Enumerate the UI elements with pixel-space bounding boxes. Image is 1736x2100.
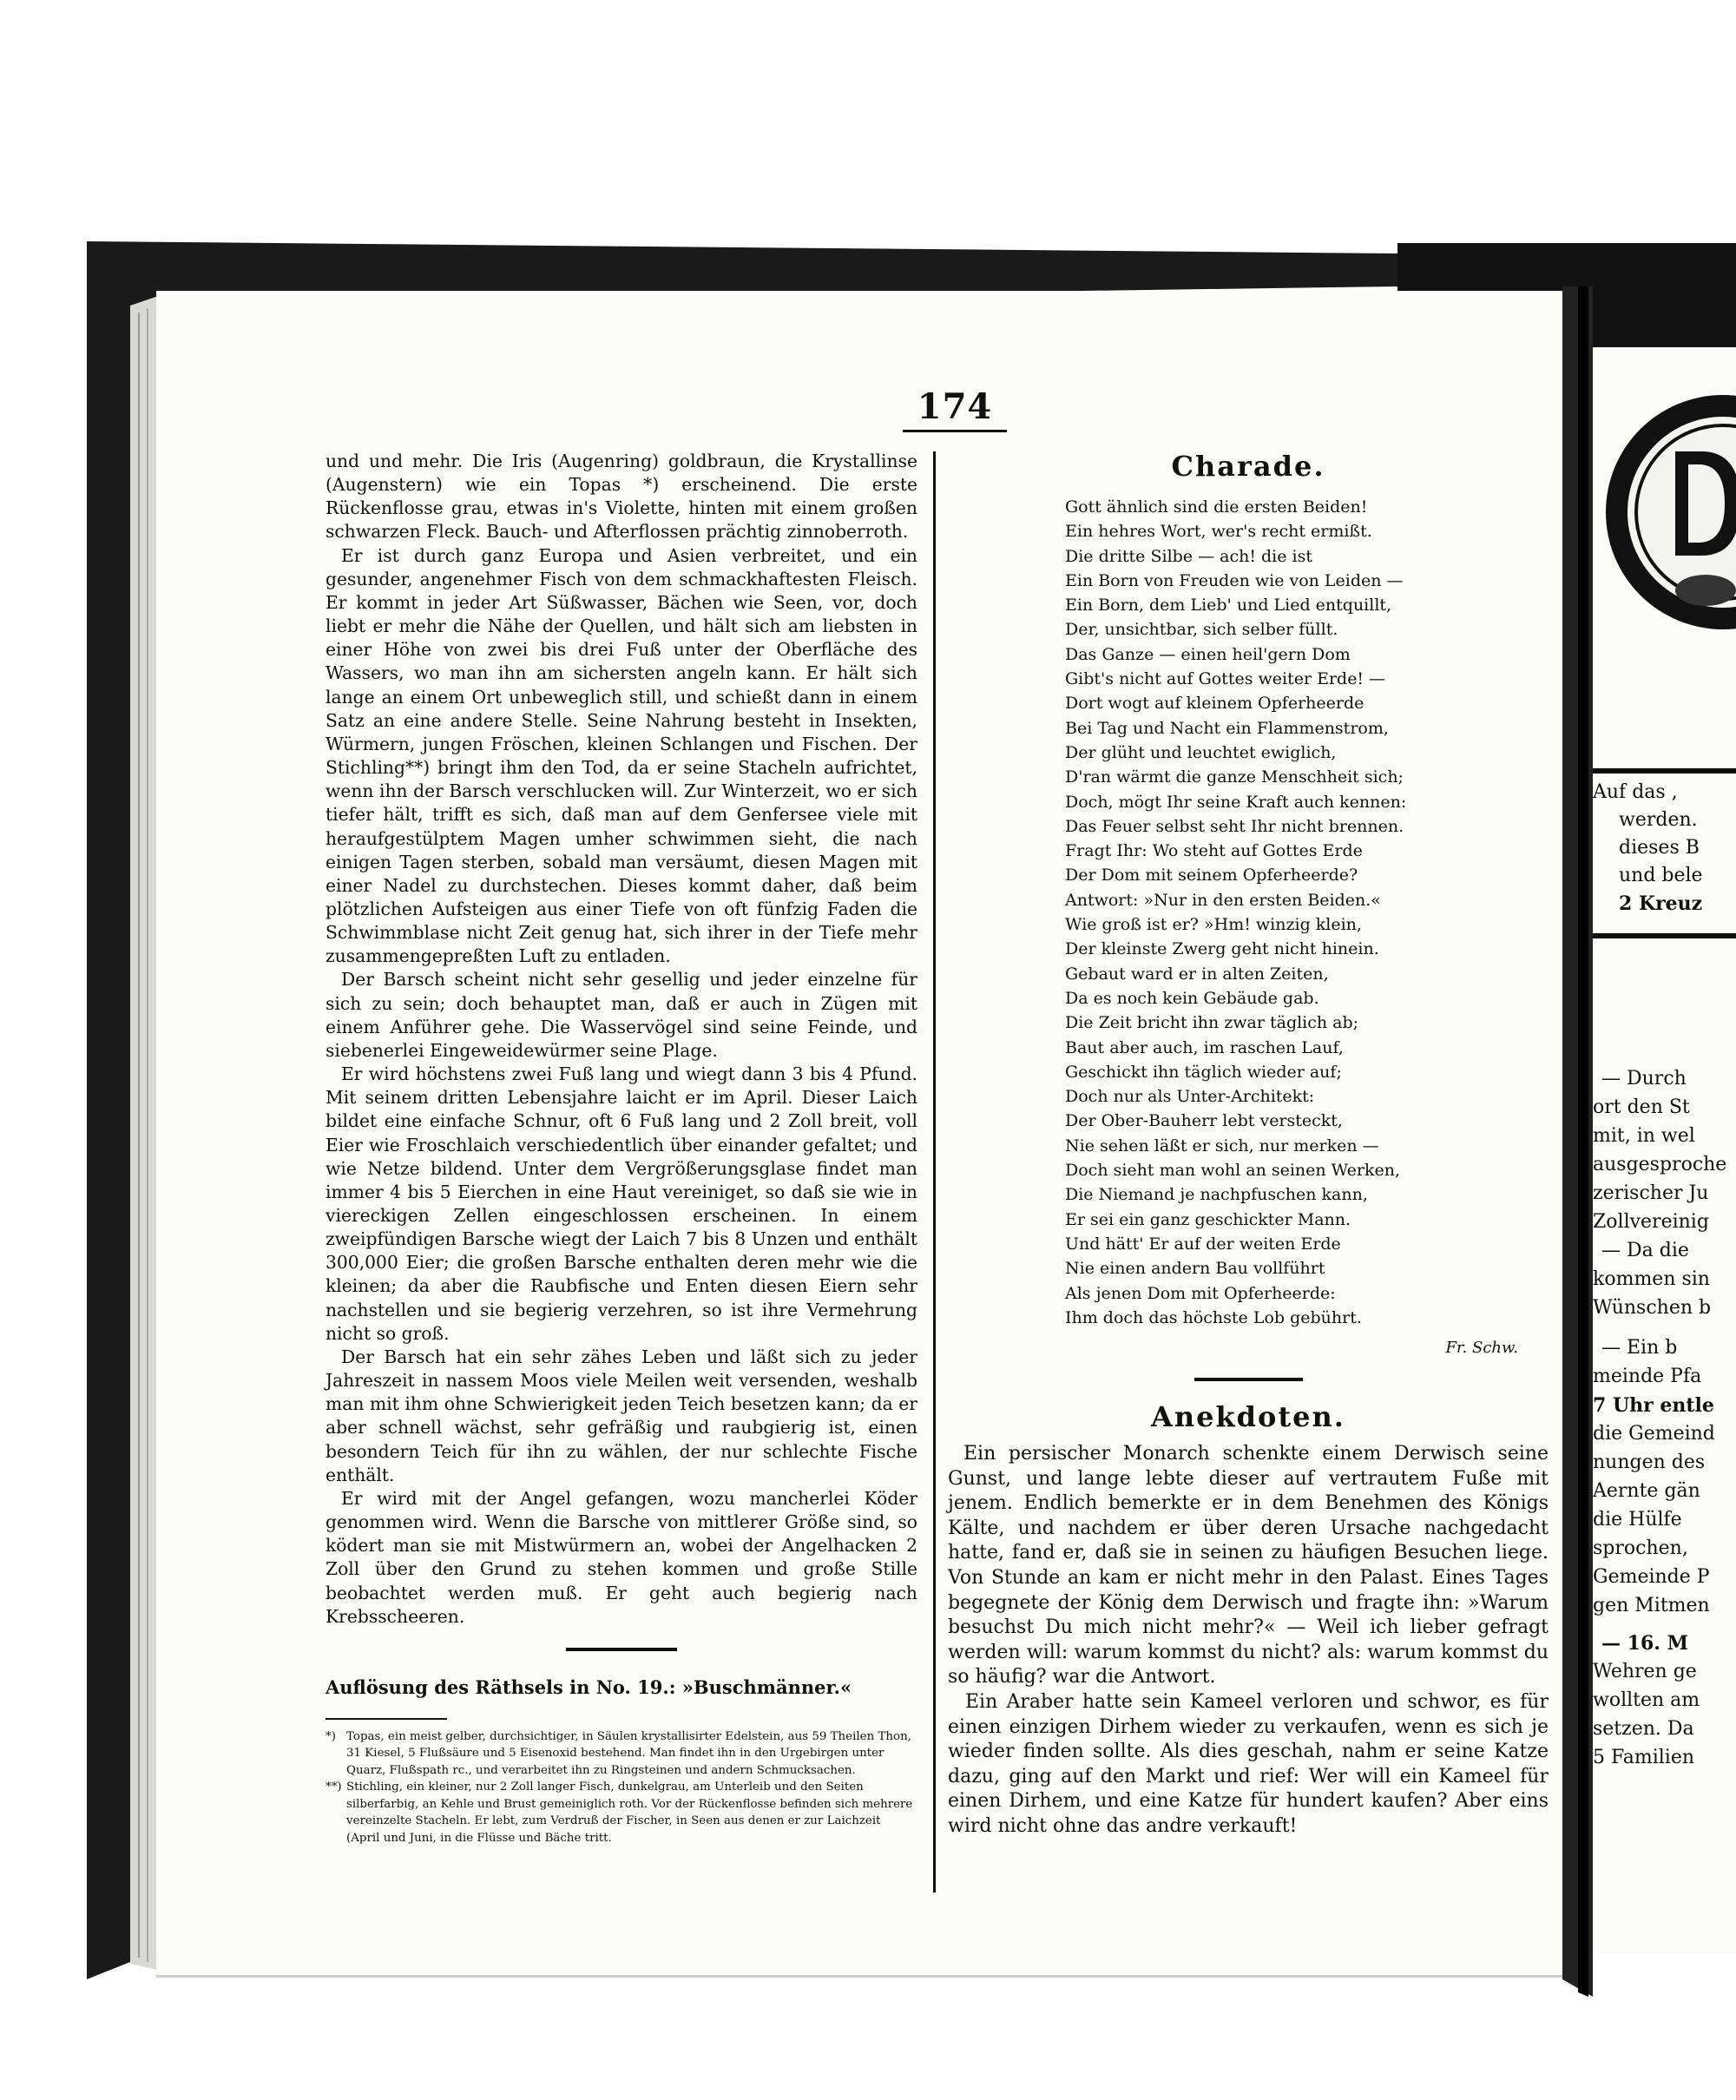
text-line: sprochen, xyxy=(1593,1537,1688,1559)
poem-line: Der, unsichtbar, sich selber füllt. xyxy=(1065,620,1338,640)
text-line: dieses B xyxy=(1619,837,1700,859)
footnote-mark: **) xyxy=(326,1781,342,1794)
text-line: — Da die xyxy=(1601,1240,1689,1261)
poem-line: Ein Born, dem Lieb' und Lied entquillt, xyxy=(1065,596,1392,616)
riddle-solution: Auflösung des Räthsels in No. 19.: »Buschmänner.« xyxy=(326,1675,852,1698)
poem-line: Gebaut ward er in alten Zeiten, xyxy=(1065,964,1329,984)
text-line: Zollvereinig xyxy=(1593,1211,1709,1233)
text-line: — 16. M xyxy=(1601,1632,1688,1655)
text-line: mit, in wel xyxy=(1593,1125,1695,1147)
text-line: gen Mitmen xyxy=(1593,1595,1710,1616)
poem-line: Gibt's nicht auf Gottes weiter Erde! — xyxy=(1065,669,1386,689)
text-line: ort den St xyxy=(1593,1096,1690,1118)
anekdoten-title: Anekdoten. xyxy=(1151,1400,1345,1434)
text-line: meinde Pfa xyxy=(1593,1366,1702,1387)
footnote-mark: *) xyxy=(326,1729,336,1743)
poem-line: Bei Tag und Nacht ein Flammenstrom, xyxy=(1065,718,1389,738)
page-number: 174 xyxy=(917,386,993,427)
poem-line: Die dritte Silbe — ach! die ist xyxy=(1065,546,1312,566)
rule xyxy=(1593,933,1736,938)
poem-line: Doch nur als Unter-Architekt: xyxy=(1065,1087,1315,1107)
text-line: ausgesproche xyxy=(1593,1154,1727,1175)
poem-line: Doch sieht man wohl an seinen Werken, xyxy=(1065,1161,1401,1181)
text-line: 5 Familien xyxy=(1593,1747,1695,1768)
section-rule xyxy=(566,1648,677,1651)
text-line: Wünschen b xyxy=(1593,1297,1712,1319)
anecdote: Ein Araber hatte sein Kameel verloren und schwor, es für einen einzigen Dirhem wieder zu verkaufen, wenn es sich je wieder finden sollte. Als dies geschah, nahm er seine Katze dazu, ging auf den Markt und rief: Wer will ein Kameel für einen Dirhem, und eine Katze für hundert kaufen? Aber eins wird nicht ohne das andre verkauft! xyxy=(948,1691,1549,1837)
text-line: nungen des xyxy=(1593,1452,1706,1473)
poem-line: Er sei ein ganz geschickter Mann. xyxy=(1065,1209,1351,1229)
text-line: 7 Uhr entle xyxy=(1593,1394,1714,1417)
text-line: Gemeinde P xyxy=(1593,1566,1710,1588)
right-column xyxy=(948,450,1549,1891)
poem-line: Ein Born von Freuden wie von Leiden — xyxy=(1065,570,1404,590)
poem-line: Fragt Ihr: Wo steht auf Gottes Erde xyxy=(1065,841,1363,861)
poem-line: Wie groß ist er? »Hm! winzig klein, xyxy=(1065,915,1362,935)
poem-line: Der Ober-Bauherr lebt versteckt, xyxy=(1065,1111,1343,1131)
poem-signature: Fr. Schw. xyxy=(1445,1339,1518,1358)
poem-line: Und hätt' Er auf der weiten Erde xyxy=(1065,1234,1341,1254)
adjacent-page xyxy=(1593,347,1736,1953)
paragraph: Er ist durch ganz Europa und Asien verbreitet, und ein gesunder, angenehmer Fisch von dem schmackhaftesten Fleisch. Er kommt in jeder Art Süßwasser, Bächen wie Seen, vor, doch liebt er mehr die Nähe der Quellen, und hält sich am liebsten in einer Höhe von zwei bis drei Fuß unter der Oberfläche des Wassers, wo man ihn am sichersten angeln kann. Er hält sich lange an einem Ort unbeweglich still, und schießt dann in einem Satz an eine andere Stelle. Seine Nahrung besteht in Insekten, Würmern, jungen Fröschen, kleinen Schlangen und Fischen. Der Stichling**) bringt ihm den Tod, da er seine Stacheln aufrichtet, wenn ihn der Barsch verschlucken will. Zur Winterzeit, wo er sich tiefer hält, trifft es sich, daß man auf dem Genfersee viele mit heraufgestülptem Magen umher schwimmen sieht, die nach einigen Tagen sterben, sobald man versäumt, diesen Magen mit einer Nadel zu durchstechen. Dieses kommt daher, daß beim plötzlichen Aufsteigen aus einer Tiefe von oft fünfzig Faden die Schwimmblase nicht Zeit genug hat, sich ihrer in der Tiefe mehr zusammengepreßten Luft zu entladen. xyxy=(326,544,917,967)
poem-line: Gott ähnlich sind die ersten Beiden! xyxy=(1065,497,1368,517)
text-line: Aernte gän xyxy=(1593,1480,1700,1502)
poem-line: Der glüht und leuchtet ewiglich, xyxy=(1065,742,1337,762)
text-line: die Hülfe xyxy=(1593,1509,1682,1531)
text-line: kommen sin xyxy=(1593,1268,1710,1290)
text-line: — Durch xyxy=(1601,1068,1687,1089)
poem-line: Der kleinste Zwerg geht nicht hinein. xyxy=(1065,939,1379,959)
poem-line: Ihm doch das höchste Lob gebührt. xyxy=(1065,1307,1362,1327)
poem-line: Baut aber auch, im raschen Lauf, xyxy=(1065,1037,1344,1057)
poem-line: Ein hehres Wort, wer's recht ermißt. xyxy=(1065,522,1372,542)
poem-line: Nie einen andern Bau vollführt xyxy=(1065,1259,1325,1279)
text-line: die Gemeind xyxy=(1593,1423,1715,1445)
charade-title: Charade. xyxy=(1171,450,1325,483)
poem-line: Geschickt ihn täglich wieder auf; xyxy=(1065,1062,1342,1082)
text-line: wollten am xyxy=(1593,1689,1700,1711)
anecdote: Ein persischer Monarch schenkte einem Derwisch seine Gunst, und lange lebte dieser auf vertrautem Fuße mit jenem. Endlich bemerkte er in dem Benehmen des Königs Kälte, und nachdem er über deren Ursache nachgedacht hatte, fand er, daß sie in seinen zu häufigen Besuchen liege. Von Stunde an kam er nicht mehr in den Palast. Eines Tages begegnete der König dem Derwisch und fragte ihn: »Warum besuchst Du mich nicht mehr?« — Weil ich lieber gefragt werden will: warum kommst du nicht? als: warum kommst du so häufig? war die Antwort. xyxy=(948,1443,1549,1689)
text-line: 2 Kreuz xyxy=(1619,892,1703,915)
seal-emblem xyxy=(1593,347,1736,634)
poem-line: Nie sehen läßt er sich, nur merken — xyxy=(1065,1136,1379,1155)
footnote xyxy=(326,1779,917,1847)
poem-line: Die Niemand je nachpfuschen kann, xyxy=(1065,1185,1368,1205)
charade-poem xyxy=(1065,495,1549,1330)
paragraph: Der Barsch hat ein sehr zähes Leben und läßt sich zu jeder Jahreszeit in nassem Moos viele Meilen weit versenden, weshalb man mit ihm ohne Schwierigkeit jeden Teich besetzen kann; da er aber schnell wächst, sehr gefräßig und raubgierig ist, einen besondern Teich für ihn zu wählen, der nur schlechte Fische enthält. xyxy=(326,1346,917,1485)
footnote-rule xyxy=(326,1718,447,1720)
poem-line: Antwort: »Nur in den ersten Beiden.« xyxy=(1065,890,1381,910)
poem-line: D'ran wärmt die ganze Menschheit sich; xyxy=(1065,767,1404,787)
column-divider xyxy=(933,451,936,1893)
text-line: Auf das , xyxy=(1593,781,1678,803)
poem-line: Das Ganze — einen heil'gern Dom xyxy=(1065,644,1351,664)
footnote xyxy=(326,1728,917,1780)
text-line: werden. xyxy=(1619,809,1698,831)
poem-line: Das Feuer selbst seht Ihr nicht brennen. xyxy=(1065,816,1404,836)
poem-line: Der Dom mit seinem Opferheerde? xyxy=(1065,866,1358,885)
footnotes xyxy=(326,1728,917,1847)
poem-line: Da es noch kein Gebäude gab. xyxy=(1065,988,1319,1008)
text-line: und bele xyxy=(1619,865,1703,886)
anekdoten-text xyxy=(948,1442,1549,1840)
paragraph: Er wird mit der Angel gefangen, wozu mancherlei Köder genommen wird. Wenn die Barsche von mittlerer Größe sind, so ködert man sie mit Mistwürmern an, wobei der Angelhacken 2 Zoll über den Grund zu stehen kommen und große Stille beobachtet werden muß. Er geht auch begierig nach Krebsscheeren. xyxy=(326,1487,917,1627)
text-line: — Ein b xyxy=(1601,1337,1678,1359)
poem-line: Doch, mögt Ihr seine Kraft auch kennen: xyxy=(1065,792,1407,812)
text-line: Wehren ge xyxy=(1593,1661,1697,1682)
section-rule xyxy=(1194,1378,1303,1381)
left-column xyxy=(326,450,917,1882)
text-line: zerischer Ju xyxy=(1593,1182,1709,1204)
poem-line: Die Zeit bricht ihn zwar täglich ab; xyxy=(1065,1013,1359,1033)
rule xyxy=(1593,768,1736,774)
paragraph: und und mehr. Die Iris (Augenring) goldbraun, die Krystallinse (Augenstern) wie ein Topas *) erscheinend. Die erste Rückenflosse grau, etwas in's Violette, hinten mit einem großen schwarzen Fleck. Bauch- und Afterflossen prächtig zinnoberroth. xyxy=(326,451,917,543)
paragraph: Der Barsch scheint nicht sehr gesellig und jeder einzelne für sich zu sein; doch behauptet man, daß er auch in Zügen mit einem Anführer gehe. Die Wasservögel sind seine Feinde, und siebenerlei Eingeweidewürmer seine Plage. xyxy=(326,969,917,1061)
text-line: setzen. Da xyxy=(1593,1718,1694,1740)
poem-line: Dort wogt auf kleinem Opferheerde xyxy=(1065,694,1364,714)
footnote-text: Topas, ein meist gelber, durchsichtiger, in Säulen krystallisirter Edelstein, aus 59 Theilen Thon, 31 Kiesel, 5 Flußsäure und 5 Eisenoxid bestehend. Man findet ihn in den Urgebirgen unter Quarz, Flußspath rc., und verarbeitet ihn zu Ringsteinen und andern Schmucksachen. xyxy=(346,1729,911,1777)
poem-line: Als jenen Dom mit Opferheerde: xyxy=(1065,1283,1336,1303)
paragraph: Er wird höchstens zwei Fuß lang und wiegt dann 3 bis 4 Pfund. Mit seinem dritten Lebensjahre laicht er im April. Dieser Laich bildet eine einfache Schnur, oft 6 Fuß lang und 2 Zoll breit, voll Eier wie Froschlaich verschiedentlich über einander gefaltet; und wie Netze bildend. Unter dem Vergrößerungsglase findet man immer 4 bis 5 Eierchen in eine Haut vereiniget, so daß sie wie in viereckigen Zellen eingeschlossen erscheinen. In einem zweipfündigen Barsche wiegt der Laich 7 bis 8 Unzen und enthält 300,000 Eier; die großen Barsche enthalten deren mehr wie die kleinen; da aber die Raubfische und Enten diesen Eiern sehr nachstellen und sie begierig verzehren, so ist ihre Vermehrung nicht so groß. xyxy=(326,1063,917,1344)
page-number-underline xyxy=(903,430,1007,432)
footnote-text: Stichling, ein kleiner, nur 2 Zoll langer Fisch, dunkelgrau, am Unterleib und den Seiten silberfarbig, an Kehle und Brust gemeiniglich roth. Vor der Rückenflosse befinden sich mehrere vereinzelte Stacheln. Er lebt, zum Verdruß der Fischer, in Seen aus denen er zur Laichzeit (April und Juni, in die Flüsse und Bäche tritt. xyxy=(346,1781,913,1845)
